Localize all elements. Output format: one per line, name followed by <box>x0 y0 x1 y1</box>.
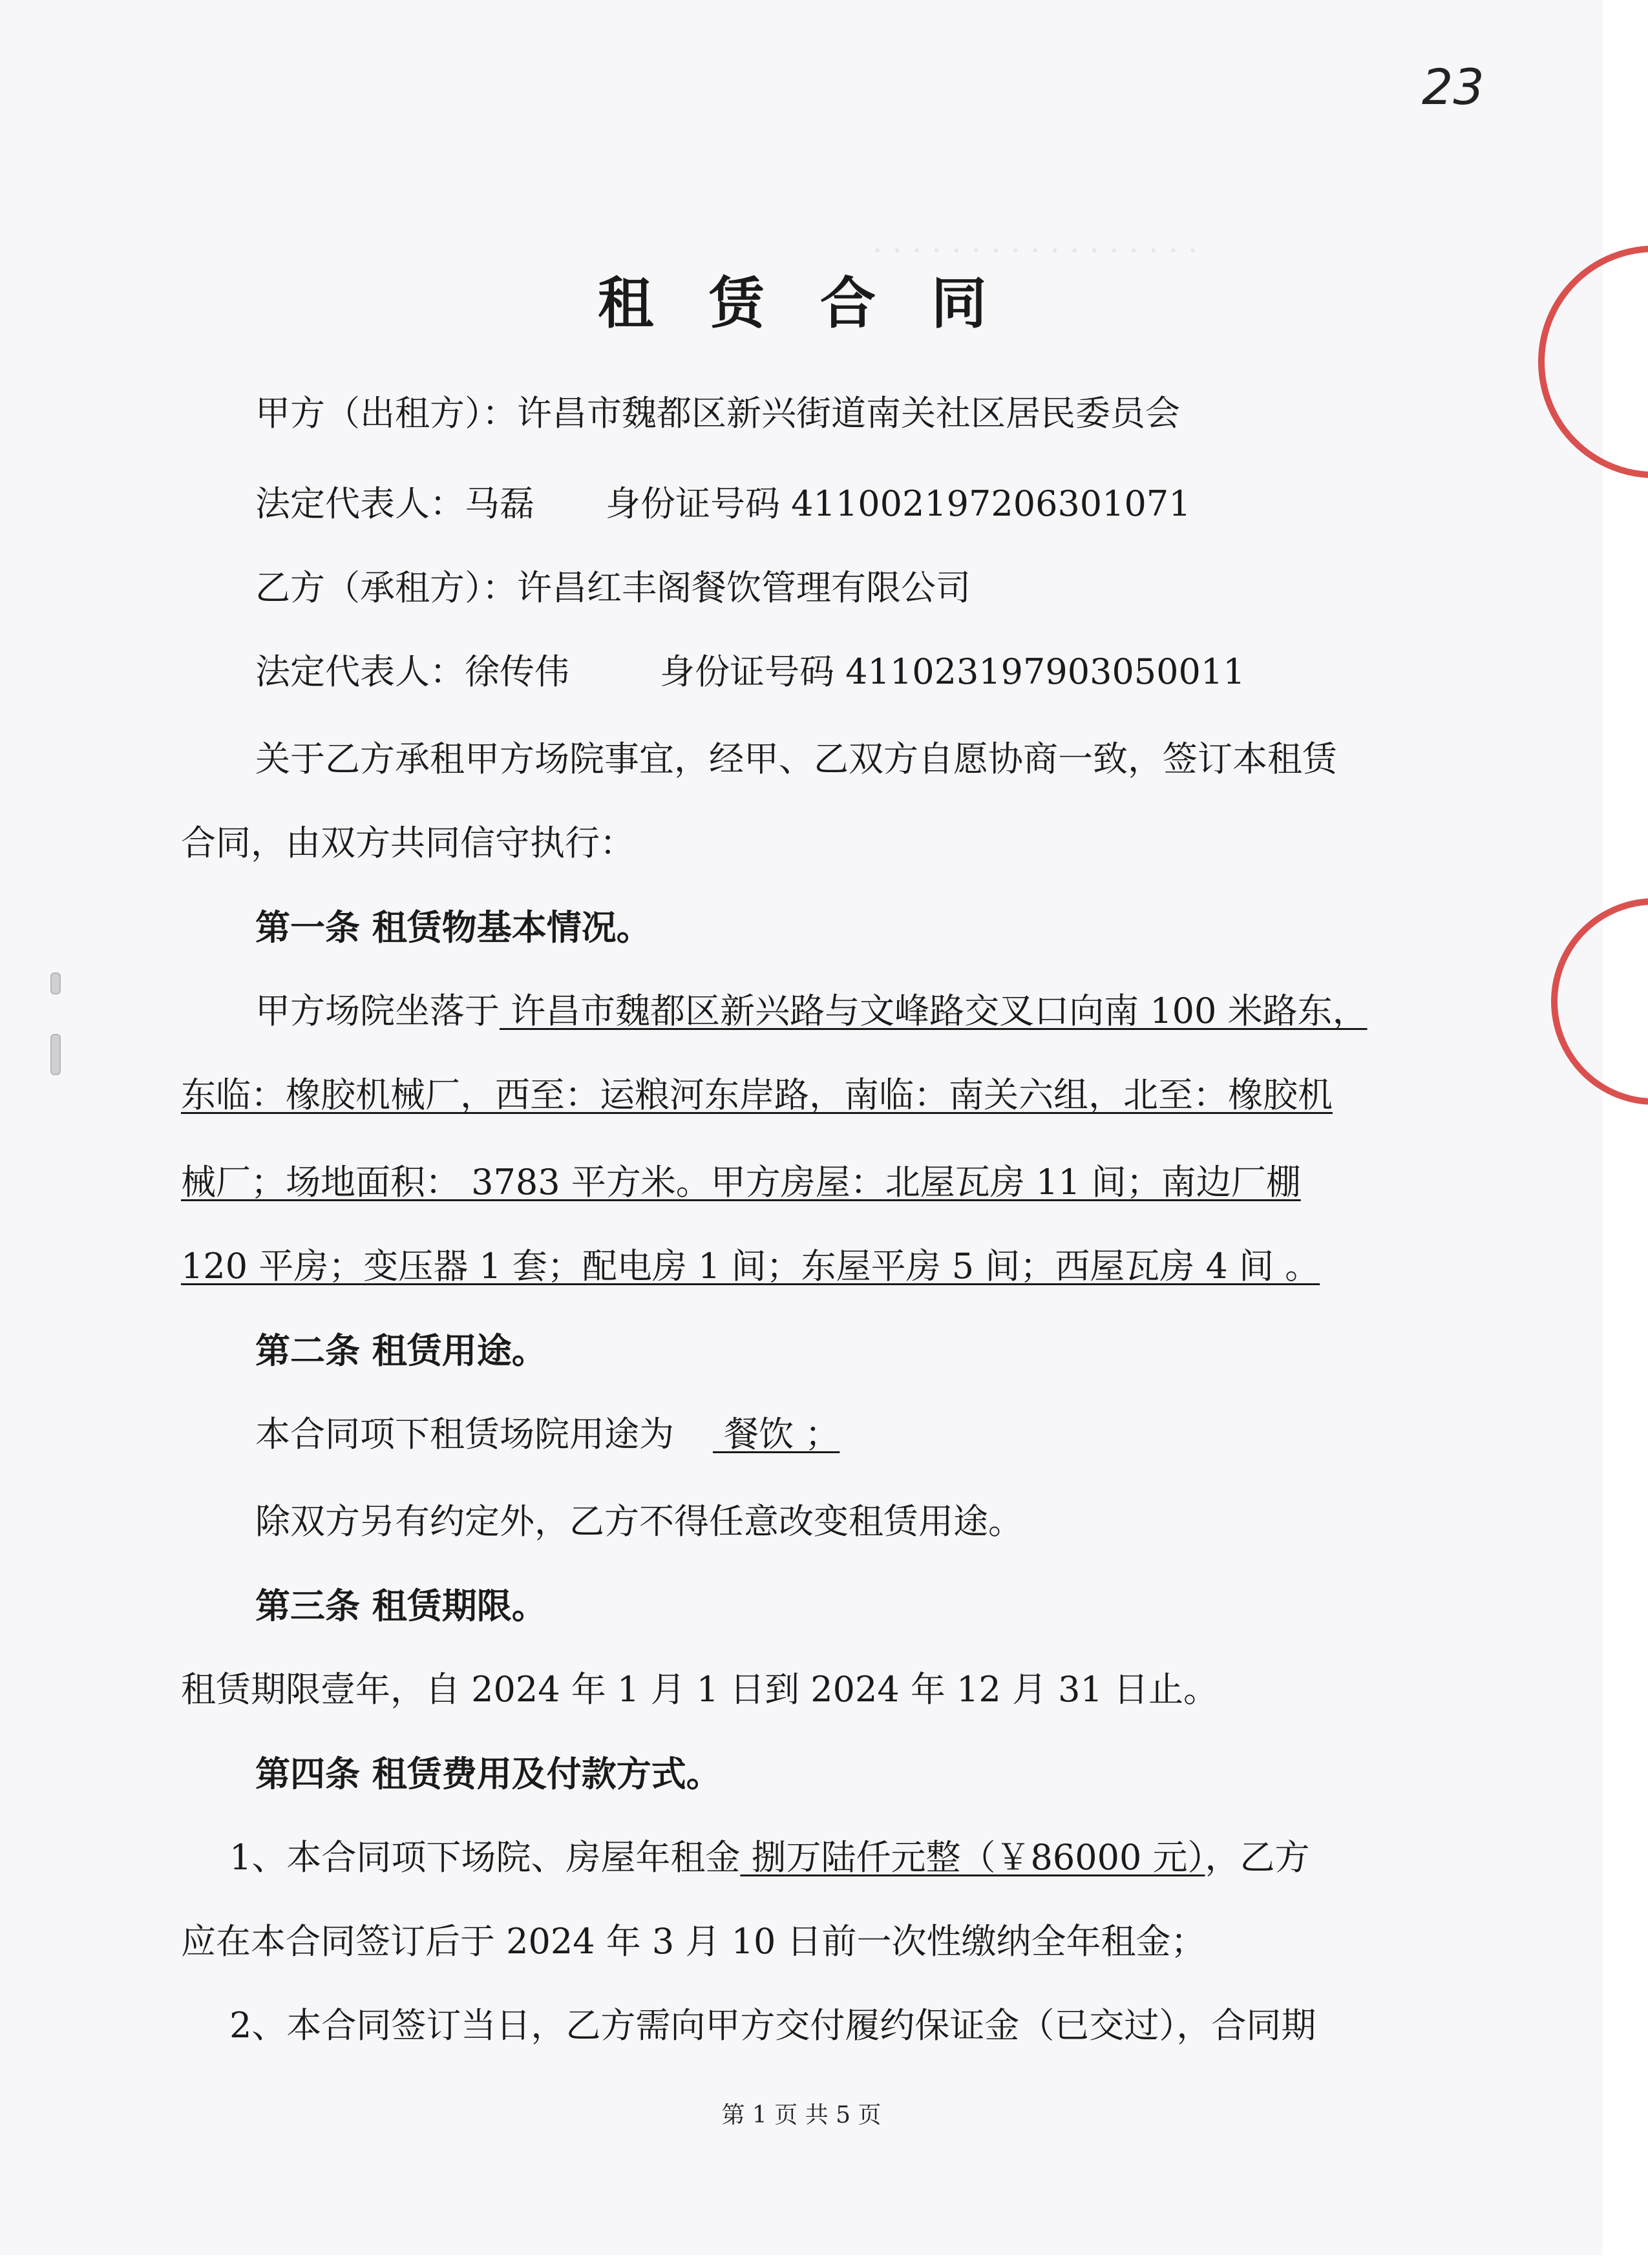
article-4-deposit: 2、本合同签订当日，乙方需向甲方交付履约保证金（已交过），合同期 <box>229 2005 1316 2046</box>
use-prefix: 本合同项下租赁场院用途为 <box>255 1414 674 1454</box>
page-number-mark: 23 <box>1422 58 1484 116</box>
rent-suffix: ，乙方 <box>1205 1837 1310 1878</box>
party-b-rep-label: 法定代表人：徐传伟 <box>255 651 569 692</box>
location-value: 许昌市魏都区新兴路与文峰路交叉口向南 100 米路东， <box>500 991 1368 1031</box>
article-1-location <box>255 985 1548 1037</box>
article-2-restriction: 除双方另有约定外，乙方不得任意改变租赁用途。 <box>255 1501 1023 1542</box>
article-4-heading: 第四条 租赁费用及付款方式。 <box>255 1753 721 1794</box>
page-footer: 第 1 页 共 5 页 <box>721 2102 882 2128</box>
article-2-heading: 第二条 租赁用途。 <box>255 1330 547 1371</box>
party-b: 乙方（承租方）：许昌红丰阁餐饮管理有限公司 <box>255 567 971 608</box>
party-b-representative <box>255 646 1548 698</box>
article-4-payment-deadline: 应在本合同签订后于 2024 年 3 月 10 日前一次性缴纳全年租金； <box>181 1921 1206 1962</box>
party-a-rep-id: 身份证号码 411002197206301071 <box>606 483 1191 524</box>
rent-prefix: 1、本合同项下场院、房屋年租金 <box>229 1837 741 1878</box>
party-b-rep-id: 身份证号码 411023197903050011 <box>660 651 1245 692</box>
party-a-rep-label: 法定代表人：马磊 <box>255 483 534 524</box>
article-4-rent <box>229 1832 1522 1884</box>
article-1-heading: 第一条 租赁物基本情况。 <box>255 907 651 948</box>
bleed-through: · · · · · · · · · · · · · · · · · <box>872 233 1198 269</box>
preamble-line: 关于乙方承租甲方场院事宜，经甲、乙双方自愿协商一致，签订本租赁 <box>255 739 1337 779</box>
location-prefix: 甲方场院坐落于 <box>255 991 500 1031</box>
staple-mark <box>50 1034 61 1075</box>
article-1-area: 械厂；场地面积： 3783 平方米。甲方房屋：北屋瓦房 11 间；南边厂棚 <box>181 1162 1301 1202</box>
document-title: 租 赁 合 同 <box>598 271 1005 336</box>
scan-margin-bottom <box>0 2255 1648 2268</box>
party-a-representative <box>255 478 1548 530</box>
article-3-term: 租赁期限壹年，自 2024 年 1 月 1 日到 2024 年 12 月 31 日止。 <box>181 1669 1218 1710</box>
article-3-heading: 第三条 租赁期限。 <box>255 1585 547 1626</box>
staple-mark <box>50 972 61 994</box>
preamble-line: 合同，由双方共同信守执行： <box>181 823 635 863</box>
article-2-use <box>255 1409 1548 1460</box>
article-1-buildings: 120 平房；变压器 1 套；配电房 1 间；东屋平房 5 间；西屋瓦房 4 间 。 <box>181 1246 1320 1286</box>
party-a: 甲方（出租方）：许昌市魏都区新兴街道南关社区居民委员会 <box>255 393 1180 434</box>
article-1-boundaries: 东临：橡胶机械厂，西至：运粮河东岸路，南临：南关六组，北至：橡胶机 <box>181 1075 1333 1115</box>
use-value: 餐饮 ； <box>713 1414 840 1454</box>
rent-amount: 捌万陆仟元整（￥86000 元） <box>740 1837 1205 1878</box>
